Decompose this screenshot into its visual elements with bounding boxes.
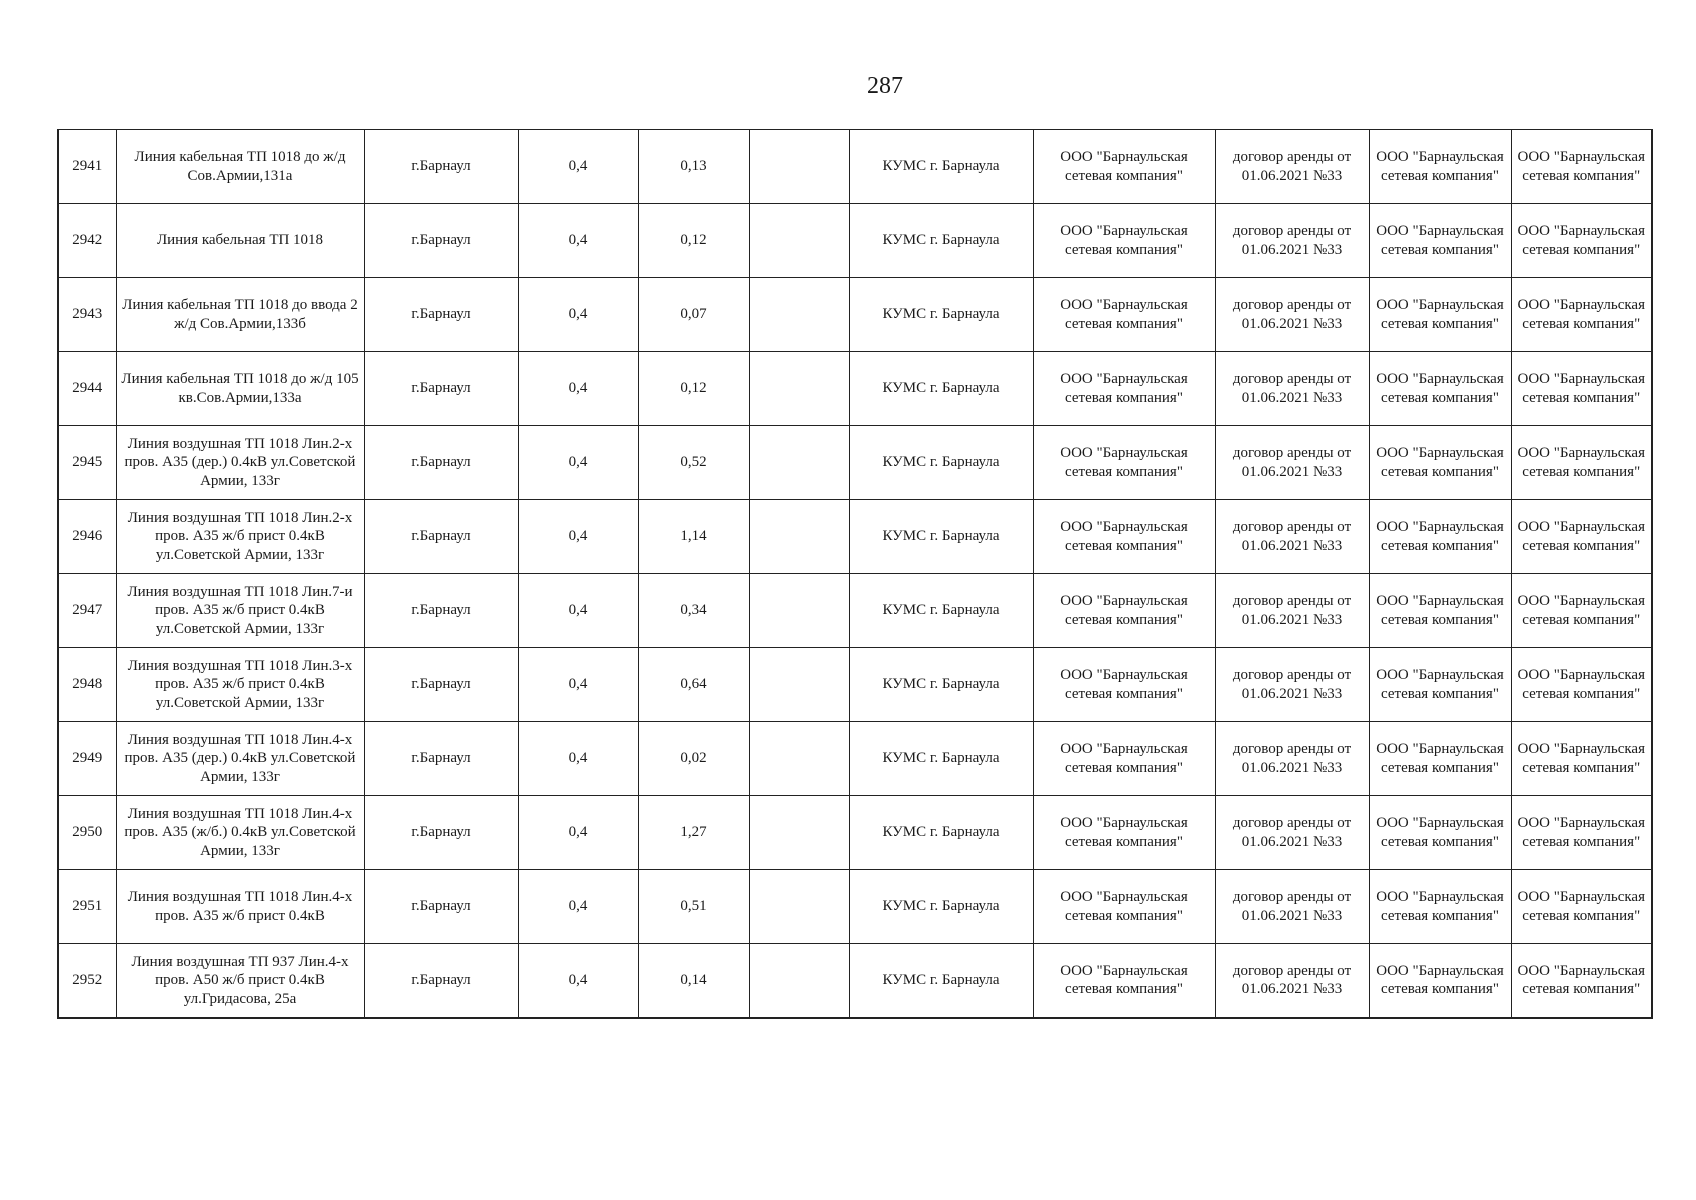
length-cell: 0,52: [638, 426, 749, 500]
voltage-cell: 0,4: [518, 796, 638, 870]
location-cell: г.Барнаул: [364, 796, 518, 870]
length-cell: 0,12: [638, 352, 749, 426]
row-number-cell: 2946: [58, 500, 116, 574]
voltage-cell: 0,4: [518, 500, 638, 574]
table-row: [58, 648, 1652, 722]
operator-cell-2: ООО "Барнаульская сетевая компания": [1511, 130, 1652, 204]
table-row: [58, 500, 1652, 574]
empty-cell: [749, 130, 849, 204]
object-name-cell: Линия воздушная ТП 1018 Лин.3-х пров. А35 ж/б прист 0.4кВ ул.Советской Армии, 133г: [116, 648, 364, 722]
voltage-cell: 0,4: [518, 130, 638, 204]
length-cell: 0,02: [638, 722, 749, 796]
operator-cell-2: ООО "Барнаульская сетевая компания": [1511, 278, 1652, 352]
length-cell: 0,07: [638, 278, 749, 352]
owner-cell: КУМС г. Барнаула: [849, 426, 1033, 500]
contract-cell: договор аренды от 01.06.2021 №33: [1215, 204, 1369, 278]
operator-cell-2: ООО "Барнаульская сетевая компания": [1511, 204, 1652, 278]
operator-cell: ООО "Барнаульская сетевая компания": [1369, 796, 1511, 870]
operator-cell: ООО "Барнаульская сетевая компания": [1369, 722, 1511, 796]
length-cell: 0,64: [638, 648, 749, 722]
owner-cell: КУМС г. Барнаула: [849, 500, 1033, 574]
location-cell: г.Барнаул: [364, 426, 518, 500]
location-cell: г.Барнаул: [364, 574, 518, 648]
empty-cell: [749, 870, 849, 944]
operator-cell: ООО "Барнаульская сетевая компания": [1369, 870, 1511, 944]
owner-cell: КУМС г. Барнаула: [849, 870, 1033, 944]
object-name-cell: Линия воздушная ТП 1018 Лин.4-х пров. А35 (ж/б.) 0.4кВ ул.Советской Армии, 133г: [116, 796, 364, 870]
owner-cell: КУМС г. Барнаула: [849, 278, 1033, 352]
contract-cell: договор аренды от 01.06.2021 №33: [1215, 722, 1369, 796]
owner-cell: КУМС г. Барнаула: [849, 722, 1033, 796]
empty-cell: [749, 500, 849, 574]
owner-cell: КУМС г. Барнаула: [849, 130, 1033, 204]
length-cell: 0,13: [638, 130, 749, 204]
contract-cell: договор аренды от 01.06.2021 №33: [1215, 796, 1369, 870]
operator-cell: ООО "Барнаульская сетевая компания": [1369, 648, 1511, 722]
voltage-cell: 0,4: [518, 944, 638, 1018]
row-number-cell: 2948: [58, 648, 116, 722]
row-number-cell: 2943: [58, 278, 116, 352]
contract-cell: договор аренды от 01.06.2021 №33: [1215, 944, 1369, 1018]
voltage-cell: 0,4: [518, 648, 638, 722]
empty-cell: [749, 944, 849, 1018]
voltage-cell: 0,4: [518, 870, 638, 944]
contract-cell: договор аренды от 01.06.2021 №33: [1215, 130, 1369, 204]
contract-cell: договор аренды от 01.06.2021 №33: [1215, 574, 1369, 648]
owner-cell: КУМС г. Барнаула: [849, 204, 1033, 278]
location-cell: г.Барнаул: [364, 944, 518, 1018]
operator-cell-2: ООО "Барнаульская сетевая компания": [1511, 870, 1652, 944]
contract-cell: договор аренды от 01.06.2021 №33: [1215, 278, 1369, 352]
operator-cell: ООО "Барнаульская сетевая компания": [1369, 204, 1511, 278]
table-row: [58, 722, 1652, 796]
empty-cell: [749, 722, 849, 796]
operator-cell: ООО "Барнаульская сетевая компания": [1369, 352, 1511, 426]
operator-cell-2: ООО "Барнаульская сетевая компания": [1511, 722, 1652, 796]
empty-cell: [749, 574, 849, 648]
object-name-cell: Линия кабельная ТП 1018 до ввода 2 ж/д Сов.Армии,133б: [116, 278, 364, 352]
length-cell: 0,34: [638, 574, 749, 648]
row-number-cell: 2944: [58, 352, 116, 426]
owner-cell: КУМС г. Барнаула: [849, 574, 1033, 648]
tenant-cell: ООО "Барнаульская сетевая компания": [1033, 870, 1215, 944]
tenant-cell: ООО "Барнаульская сетевая компания": [1033, 796, 1215, 870]
object-name-cell: Линия воздушная ТП 1018 Лин.2-х пров. А35 ж/б прист 0.4кВ ул.Советской Армии, 133г: [116, 500, 364, 574]
operator-cell: ООО "Барнаульская сетевая компания": [1369, 278, 1511, 352]
contract-cell: договор аренды от 01.06.2021 №33: [1215, 870, 1369, 944]
row-number-cell: 2945: [58, 426, 116, 500]
tenant-cell: ООО "Барнаульская сетевая компания": [1033, 574, 1215, 648]
object-name-cell: Линия воздушная ТП 1018 Лин.4-х пров. А35 ж/б прист 0.4кВ: [116, 870, 364, 944]
location-cell: г.Барнаул: [364, 278, 518, 352]
tenant-cell: ООО "Барнаульская сетевая компания": [1033, 944, 1215, 1018]
tenant-cell: ООО "Барнаульская сетевая компания": [1033, 352, 1215, 426]
object-name-cell: Линия воздушная ТП 1018 Лин.2-х пров. А35 (дер.) 0.4кВ ул.Советской Армии, 133г: [116, 426, 364, 500]
table-row: [58, 944, 1652, 1018]
tenant-cell: ООО "Барнаульская сетевая компания": [1033, 722, 1215, 796]
location-cell: г.Барнаул: [364, 352, 518, 426]
tenant-cell: ООО "Барнаульская сетевая компания": [1033, 426, 1215, 500]
operator-cell-2: ООО "Барнаульская сетевая компания": [1511, 574, 1652, 648]
row-number-cell: 2947: [58, 574, 116, 648]
location-cell: г.Барнаул: [364, 722, 518, 796]
owner-cell: КУМС г. Барнаула: [849, 352, 1033, 426]
object-name-cell: Линия воздушная ТП 1018 Лин.4-х пров. А35 (дер.) 0.4кВ ул.Советской Армии, 133г: [116, 722, 364, 796]
object-name-cell: Линия кабельная ТП 1018 до ж/д Сов.Армии,131а: [116, 130, 364, 204]
contract-cell: договор аренды от 01.06.2021 №33: [1215, 500, 1369, 574]
voltage-cell: 0,4: [518, 204, 638, 278]
operator-cell-2: ООО "Барнаульская сетевая компания": [1511, 500, 1652, 574]
voltage-cell: 0,4: [518, 722, 638, 796]
operator-cell: ООО "Барнаульская сетевая компания": [1369, 130, 1511, 204]
operator-cell: ООО "Барнаульская сетевая компания": [1369, 574, 1511, 648]
empty-cell: [749, 648, 849, 722]
object-name-cell: Линия воздушная ТП 1018 Лин.7-и пров. А35 ж/б прист 0.4кВ ул.Советской Армии, 133г: [116, 574, 364, 648]
owner-cell: КУМС г. Барнаула: [849, 648, 1033, 722]
registry-table: [57, 129, 1653, 1019]
operator-cell: ООО "Барнаульская сетевая компания": [1369, 944, 1511, 1018]
row-number-cell: 2952: [58, 944, 116, 1018]
table-body: [58, 130, 1652, 1018]
empty-cell: [749, 352, 849, 426]
table-row: [58, 796, 1652, 870]
contract-cell: договор аренды от 01.06.2021 №33: [1215, 648, 1369, 722]
table-row: [58, 278, 1652, 352]
table-row: [58, 426, 1652, 500]
location-cell: г.Барнаул: [364, 870, 518, 944]
row-number-cell: 2951: [58, 870, 116, 944]
tenant-cell: ООО "Барнаульская сетевая компания": [1033, 500, 1215, 574]
length-cell: 0,51: [638, 870, 749, 944]
voltage-cell: 0,4: [518, 278, 638, 352]
operator-cell-2: ООО "Барнаульская сетевая компания": [1511, 352, 1652, 426]
empty-cell: [749, 204, 849, 278]
operator-cell: ООО "Барнаульская сетевая компания": [1369, 500, 1511, 574]
tenant-cell: ООО "Барнаульская сетевая компания": [1033, 648, 1215, 722]
row-number-cell: 2949: [58, 722, 116, 796]
row-number-cell: 2950: [58, 796, 116, 870]
empty-cell: [749, 426, 849, 500]
contract-cell: договор аренды от 01.06.2021 №33: [1215, 352, 1369, 426]
length-cell: 1,14: [638, 500, 749, 574]
table-row: [58, 870, 1652, 944]
table-row: [58, 130, 1652, 204]
table-row: [58, 204, 1652, 278]
object-name-cell: Линия кабельная ТП 1018: [116, 204, 364, 278]
tenant-cell: ООО "Барнаульская сетевая компания": [1033, 204, 1215, 278]
table-row: [58, 574, 1652, 648]
location-cell: г.Барнаул: [364, 204, 518, 278]
tenant-cell: ООО "Барнаульская сетевая компания": [1033, 130, 1215, 204]
tenant-cell: ООО "Барнаульская сетевая компания": [1033, 278, 1215, 352]
operator-cell-2: ООО "Барнаульская сетевая компания": [1511, 648, 1652, 722]
operator-cell-2: ООО "Барнаульская сетевая компания": [1511, 944, 1652, 1018]
length-cell: 1,27: [638, 796, 749, 870]
location-cell: г.Барнаул: [364, 500, 518, 574]
object-name-cell: Линия воздушная ТП 937 Лин.4-х пров. А50 ж/б прист 0.4кВ ул.Гридасова, 25а: [116, 944, 364, 1018]
empty-cell: [749, 796, 849, 870]
owner-cell: КУМС г. Барнаула: [849, 944, 1033, 1018]
contract-cell: договор аренды от 01.06.2021 №33: [1215, 426, 1369, 500]
voltage-cell: 0,4: [518, 574, 638, 648]
operator-cell-2: ООО "Барнаульская сетевая компания": [1511, 796, 1652, 870]
row-number-cell: 2942: [58, 204, 116, 278]
location-cell: г.Барнаул: [364, 130, 518, 204]
object-name-cell: Линия кабельная ТП 1018 до ж/д 105 кв.Сов.Армии,133а: [116, 352, 364, 426]
voltage-cell: 0,4: [518, 426, 638, 500]
operator-cell: ООО "Барнаульская сетевая компания": [1369, 426, 1511, 500]
length-cell: 0,14: [638, 944, 749, 1018]
voltage-cell: 0,4: [518, 352, 638, 426]
row-number-cell: 2941: [58, 130, 116, 204]
length-cell: 0,12: [638, 204, 749, 278]
empty-cell: [749, 278, 849, 352]
operator-cell-2: ООО "Барнаульская сетевая компания": [1511, 426, 1652, 500]
page-number: 287: [867, 73, 903, 99]
location-cell: г.Барнаул: [364, 648, 518, 722]
table-row: [58, 352, 1652, 426]
owner-cell: КУМС г. Барнаула: [849, 796, 1033, 870]
